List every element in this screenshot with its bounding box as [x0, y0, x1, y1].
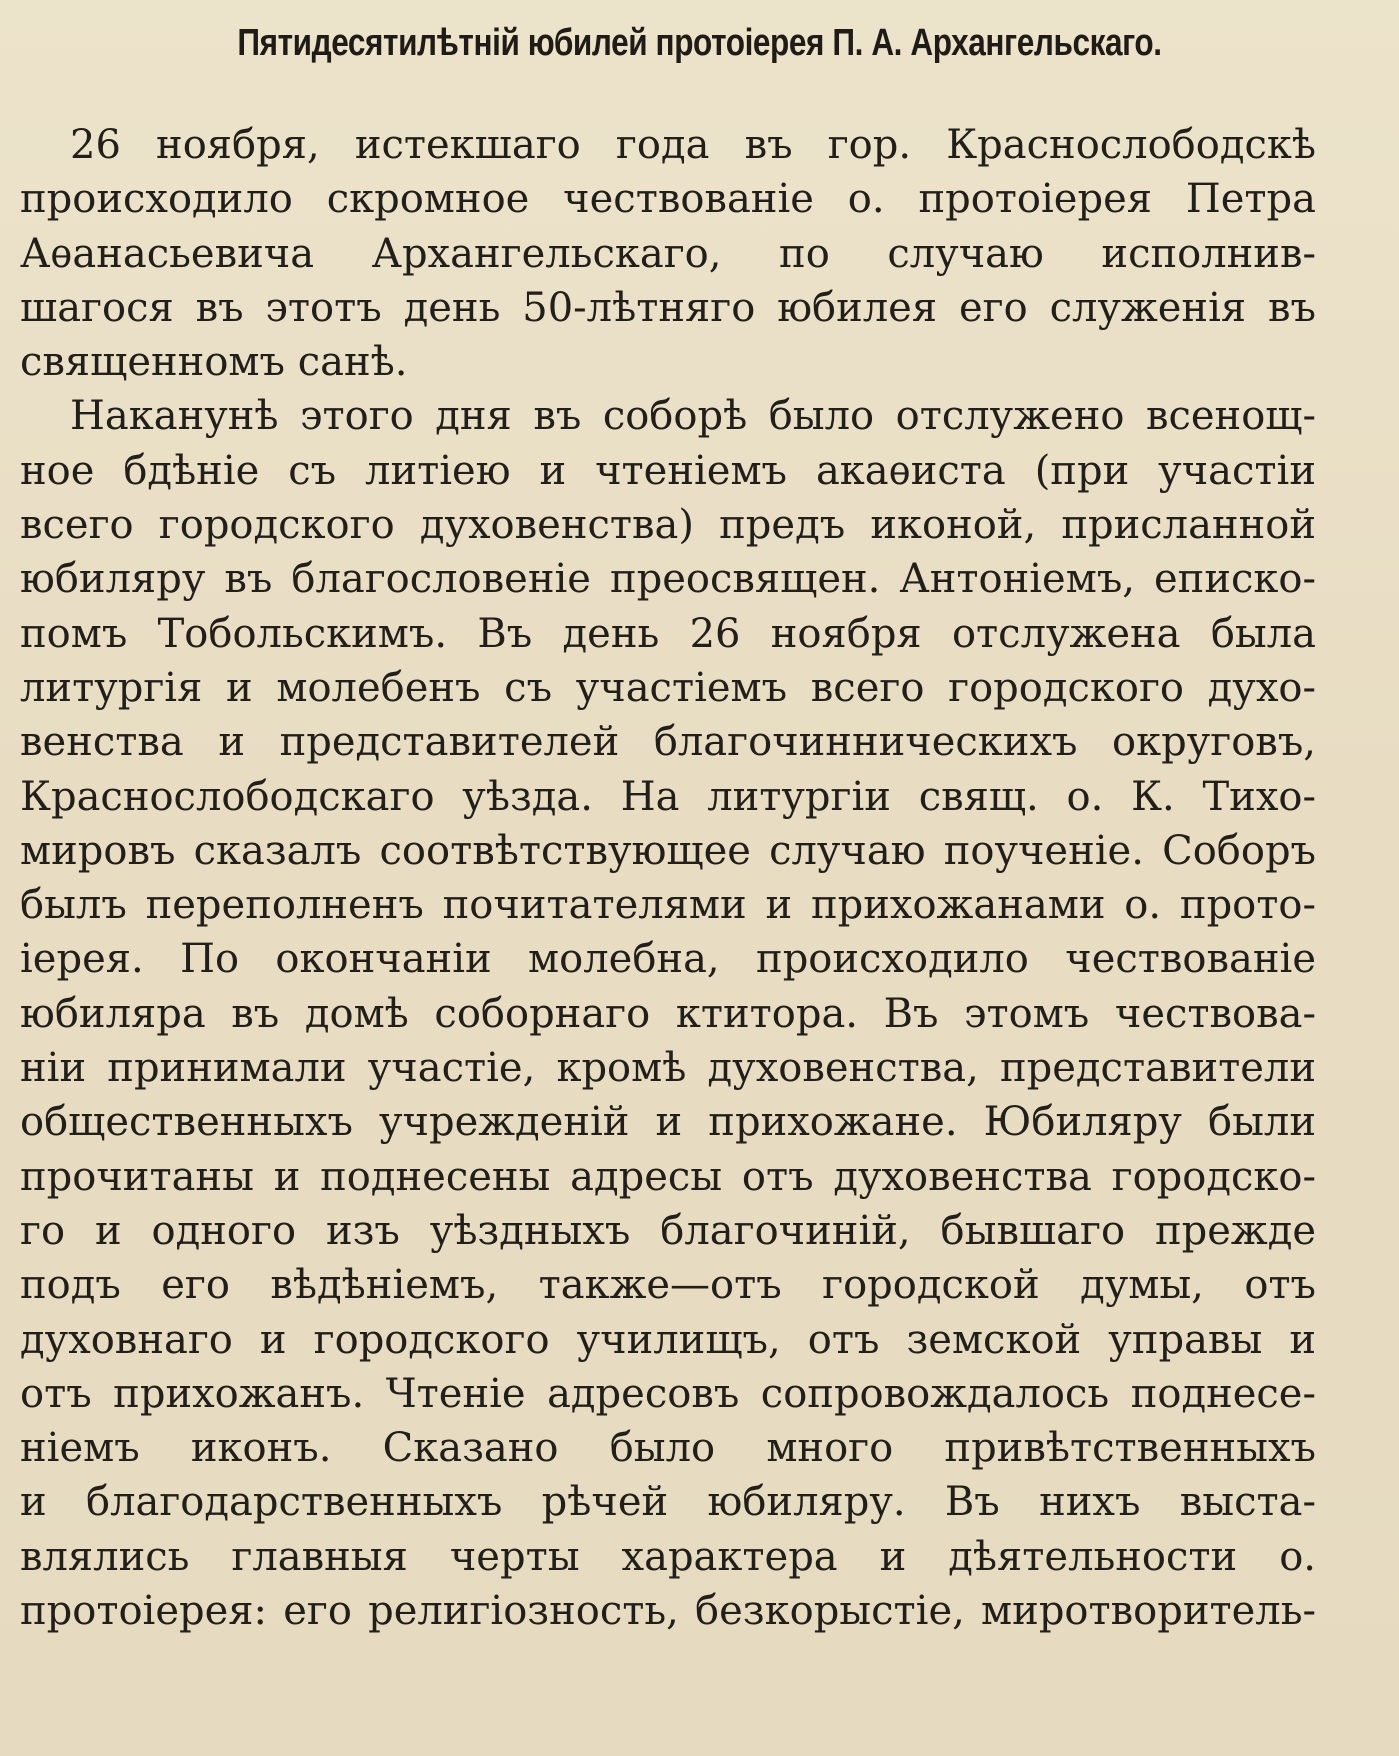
- text-line: Краснослободскаго уѣзда. На литургіи свящ. о. К. Тихо-: [20, 773, 1316, 820]
- text-line: 26 ноября, истекшаго года въ гор. Краснослободскѣ: [70, 122, 1316, 168]
- text-line: литургія и молебенъ съ участіемъ всего городского духо-: [20, 664, 1316, 711]
- text-line: іерея. По окончаніи молебна, происходило чествованіе: [20, 936, 1316, 983]
- article-body: [20, 118, 1316, 1638]
- text-line: всего городского духовенства) предъ иконой, присланной: [20, 502, 1316, 549]
- text-line: юбиляру въ благословеніе преосвящен. Антоніемъ, еписко-: [20, 556, 1316, 603]
- text-line: прочитаны и поднесены адресы отъ духовенства городско-: [20, 1153, 1316, 1200]
- article-title: Пятидесятилѣтній юбилей протоіерея П. А. Архангельскаго.: [237, 22, 1162, 64]
- text-line: венства и представителей благочинническихъ округовъ,: [20, 719, 1316, 766]
- text-line: духовнаго и городского училищъ, отъ земской управы и: [20, 1316, 1316, 1363]
- text-line: ное бдѣніе съ литіею и чтеніемъ акаѳиста (при участіи: [20, 447, 1316, 494]
- text-line: ніемъ иконъ. Сказано было много привѣтственныхъ: [20, 1425, 1316, 1472]
- text-line: священномъ санѣ.: [20, 339, 408, 386]
- text-line: го и одного изъ уѣздныхъ благочиній, бывшаго прежде: [20, 1207, 1316, 1254]
- text-line: протоіерея: его религіозность, безкорыстіе, миротворитель-: [20, 1588, 1316, 1635]
- text-line: влялись главныя черты характера и дѣятельности о.: [20, 1533, 1316, 1580]
- text-line: подъ его вѣдѣніемъ, также—отъ городской думы, отъ: [20, 1262, 1316, 1309]
- text-line: отъ прихожанъ. Чтеніе адресовъ сопровождалось поднесе-: [20, 1370, 1316, 1417]
- text-line: помъ Тобольскимъ. Въ день 26 ноября отслужена была: [20, 610, 1316, 657]
- text-line: ніи принимали участіе, кромѣ духовенства, представители: [20, 1045, 1316, 1092]
- text-line: былъ переполненъ почитателями и прихожанами о. прото-: [20, 882, 1316, 929]
- text-line: происходило скромное чествованіе о. протоіерея Петра: [20, 176, 1316, 223]
- text-line: и благодарственныхъ рѣчей юбиляру. Въ нихъ выста-: [20, 1479, 1316, 1526]
- text-line: Наканунѣ этого дня въ соборѣ было отслужено всенощ-: [70, 393, 1316, 440]
- text-line: мировъ сказалъ соотвѣтствующее случаю поученіе. Соборъ: [20, 827, 1316, 874]
- text-line: общественныхъ учрежденій и прихожане. Юбиляру были: [20, 1099, 1316, 1146]
- text-line: Аѳанасьевича Архангельскаго, по случаю исполнив-: [20, 230, 1316, 277]
- text-line: юбиляра въ домѣ соборнаго ктитора. Въ этомъ чествова-: [20, 990, 1316, 1037]
- text-line: шагося въ этотъ день 50-лѣтняго юбилея его служенія въ: [20, 284, 1316, 331]
